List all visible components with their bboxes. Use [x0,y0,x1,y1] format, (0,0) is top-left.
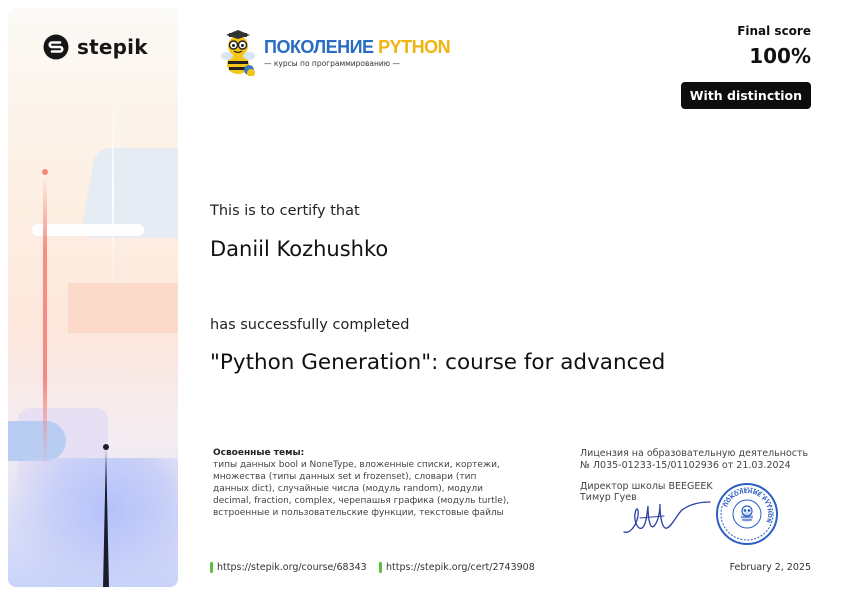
license-info [580,448,808,472]
topics-title: Освоенные темы: [213,448,305,458]
link-marker-icon [210,562,213,573]
stepik-logo-icon [43,34,69,60]
topics-line: множества (типы данных set и frozenset), словари (тип [213,472,477,482]
decor-shape [8,458,178,587]
stepik-wordmark: stepik [77,35,148,59]
topics-line: decimal, fraction, complex, черепашья графика (модуль turtle), [213,496,510,506]
decor-line [43,176,47,466]
course-logo-title [264,38,450,56]
link-marker-icon [379,562,382,573]
issue-date: February 2, 2025 [729,562,811,573]
school-seal-icon [716,483,778,545]
topics-line: данных dict), случайные числа (модуль random), модули [213,484,483,494]
final-score-value: 100% [749,44,811,68]
decor-shape [68,283,178,333]
topics-line: типы данных bool и NoneType, вложенные списки, кортежи, [213,460,500,470]
director-name: Тимур Гуев [580,492,637,503]
bee-mascot-icon [218,30,258,76]
course-logo-title-a: ПОКОЛЕНИЕ [264,37,374,57]
decor-dot [42,169,48,175]
course-title: "Python Generation": course for advanced [210,350,666,375]
topics-list [213,459,533,519]
course-logo [218,30,450,76]
stepik-logo [43,34,148,60]
topics-line: встроенные и пользовательские функции, текстовые файлы [213,508,504,518]
license-line: № Л035-01233-15/01102936 от 21.03.2024 [580,460,791,471]
signature-icon [620,496,712,538]
course-logo-subtitle: — курсы по программированию — [264,59,400,68]
decor-bar [32,224,144,236]
certify-text: This is to certify that [210,203,360,219]
decorative-side-panel [8,8,178,587]
course-logo-title-b: PYTHON [378,37,451,57]
final-score-label: Final score [737,24,811,38]
course-url[interactable]: https://stepik.org/course/68343 [217,562,367,573]
certificate-url[interactable]: https://stepik.org/cert/2743908 [386,562,535,573]
certificate-link[interactable] [379,562,535,573]
topics-section [213,448,533,519]
director-title: Директор школы BEEGEEK [580,481,713,492]
course-link[interactable] [210,562,367,573]
seal-text: ПОКОЛЕНИЕ PYTHON [723,488,773,524]
license-line: Лицензия на образовательную деятельность [580,448,809,459]
completed-text: has successfully completed [210,317,410,333]
decor-shape [8,421,66,461]
decor-spike [103,448,109,587]
decor-line [112,98,114,288]
student-name: Daniil Kozhushko [210,237,389,261]
distinction-badge: With distinction [681,82,811,109]
